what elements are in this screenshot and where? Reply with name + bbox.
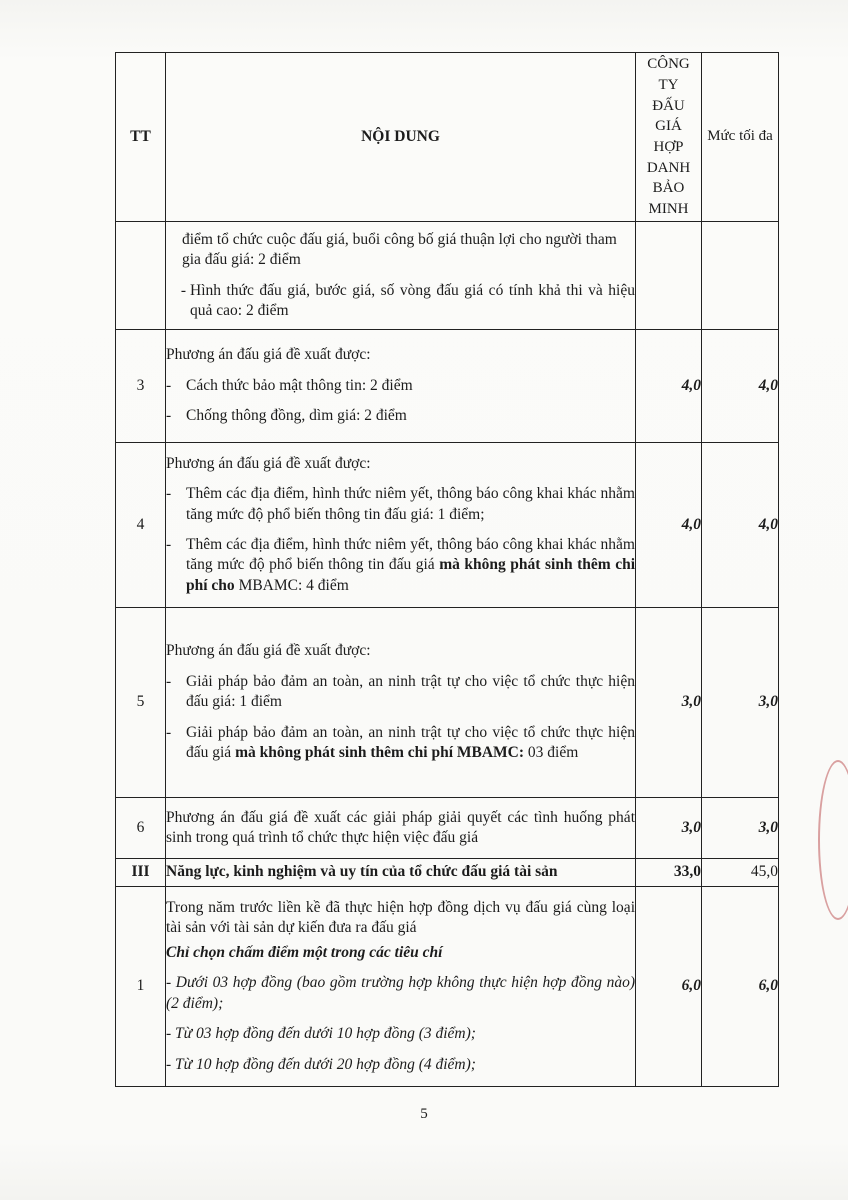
row-company-score: 4,0 xyxy=(636,443,702,608)
row-intro: Trong năm trước liền kề đã thực hiện hợp đồng dịch vụ đấu giá cùng loại tài sản với tài sản dự kiến đưa ra đấu giá xyxy=(166,898,635,937)
page-number: 5 xyxy=(420,1106,428,1122)
section-max-score: 45,0 xyxy=(702,859,779,887)
list-item: - Dưới 03 hợp đồng (bao gồm trường hợp không thực hiện hợp đồng nào) (2 điểm); xyxy=(166,974,635,1012)
row-company-score xyxy=(636,222,702,330)
list-item: - Thêm các địa điểm, hình thức niêm yết, thông báo công khai khác nhằm tăng mức độ phổ biến thông tin đấu giá: 1 điểm; xyxy=(166,484,635,525)
row-choose-note: Chỉ chọn chấm điểm một trong các tiêu chí xyxy=(166,943,443,961)
header-company-line: DANH xyxy=(646,159,691,176)
list-item-text: Giải pháp bảo đảm an toàn, an ninh trật tự cho việc tổ chức thực hiện đấu giá mà không phát sinh thêm chi phí MBAMC: 03 điểm xyxy=(186,723,635,762)
table-row-continued xyxy=(116,222,779,330)
scoring-table xyxy=(115,52,779,1087)
row-max-score: 3,0 xyxy=(702,608,779,798)
list-item: - Cách thức bảo mật thông tin: 2 điểm xyxy=(166,376,635,396)
row-intro: Phương án đấu giá đề xuất được: xyxy=(166,346,371,364)
row-content xyxy=(166,222,636,330)
row-tt: 3 xyxy=(116,330,166,443)
list-item: - Giải pháp bảo đảm an toàn, an ninh trật tự cho việc tổ chức thực hiện đấu giá: 1 điểm xyxy=(166,672,635,713)
row-max-score: 4,0 xyxy=(702,443,779,608)
row-content xyxy=(166,443,636,608)
row-content xyxy=(166,608,636,798)
list-item-text: Hình thức đấu giá, bước giá, số vòng đấu giá có tính khả thi và hiệu quả cao: 2 điểm xyxy=(190,281,635,319)
row-tt: 6 xyxy=(116,798,166,859)
header-company-line: ĐẤU xyxy=(652,97,685,114)
list-item: - Hình thức đấu giá, bước giá, số vòng đấu giá có tính khả thi và hiệu quả cao: 2 điểm xyxy=(166,281,635,322)
list-item: - Từ 10 hợp đồng đến dưới 20 hợp đồng (4 điểm); xyxy=(166,1055,476,1073)
list-item-text: Cách thức bảo mật thông tin: 2 điểm xyxy=(186,376,413,394)
header-company-line: BẢO xyxy=(652,180,685,197)
row-company-score: 3,0 xyxy=(636,608,702,798)
list-item-text: Giải pháp bảo đảm an toàn, an ninh trật tự cho việc tổ chức thực hiện đấu giá: 1 điểm xyxy=(186,672,635,711)
table-row-4 xyxy=(116,443,779,608)
section-company-score: 33,0 xyxy=(636,859,702,887)
header-company-line: MINH xyxy=(648,201,689,218)
continued-line: điểm tổ chức cuộc đấu giá, buổi công bố giá thuận lợi cho người tham gia đấu giá: 2 điểm xyxy=(182,230,617,269)
row-max-score: 6,0 xyxy=(702,887,779,1087)
row-tt xyxy=(116,222,166,330)
header-company-line: HỢP xyxy=(653,139,684,155)
list-item-text: Thêm các địa điểm, hình thức niêm yết, thông báo công khai khác nhằm tăng mức độ phổ biến thông tin đấu giá: 1 điểm; xyxy=(186,485,635,523)
section-row-iii xyxy=(116,859,779,887)
row-company-score: 4,0 xyxy=(636,330,702,443)
header-company-line: TY xyxy=(658,76,679,93)
row-company-score: 6,0 xyxy=(636,887,702,1087)
row-company-score: 3,0 xyxy=(636,798,702,859)
row-tt: 1 xyxy=(116,887,166,1087)
list-item: - Thêm các địa điểm, hình thức niêm yết, thông báo công khai khác nhằm tăng mức độ phổ biến thông tin đấu giá mà không phát sinh thêm chi phí cho MBAMC: 4 điểm xyxy=(166,535,635,596)
row-intro: Phương án đấu giá đề xuất được: xyxy=(166,642,371,660)
table-row-iii-1 xyxy=(116,887,779,1087)
row-content: Phương án đấu giá đề xuất các giải pháp giải quyết các tình huống phát sinh trong quá trình tổ chức thực hiện việc đấu giá xyxy=(166,798,636,859)
header-company xyxy=(636,53,702,222)
list-item-text: Thêm các địa điểm, hình thức niêm yết, thông báo công khai khác nhằm tăng mức độ phổ biến thông tin đấu giá mà không phát sinh thêm chi phí cho MBAMC: 4 điểm xyxy=(186,536,635,594)
row-max-score: 3,0 xyxy=(702,798,779,859)
row-content xyxy=(166,330,636,443)
header-company-line: CÔNG xyxy=(647,56,690,73)
section-title: Năng lực, kinh nghiệm và uy tín của tổ chức đấu giá tài sản xyxy=(166,859,636,887)
list-item: - Giải pháp bảo đảm an toàn, an ninh trật tự cho việc tổ chức thực hiện đấu giá mà không phát sinh thêm chi phí MBAMC: 03 điểm xyxy=(166,723,635,764)
header-max: Mức tối đa xyxy=(702,53,779,222)
row-tt: 4 xyxy=(116,443,166,608)
header-content: NỘI DUNG xyxy=(166,53,636,222)
list-item-text: Chống thông đồng, dìm giá: 2 điểm xyxy=(186,407,407,425)
table-row-6 xyxy=(116,798,779,859)
table-row-3 xyxy=(116,330,779,443)
list-item: - Chống thông đồng, dìm giá: 2 điểm xyxy=(166,406,635,426)
header-company-line: GIÁ xyxy=(655,118,682,135)
row-content xyxy=(166,887,636,1087)
header-row xyxy=(116,53,779,222)
row-intro: Phương án đấu giá đề xuất được: xyxy=(166,454,371,472)
section-tt: III xyxy=(116,859,166,887)
table-row-5 xyxy=(116,608,779,798)
row-max-score xyxy=(702,222,779,330)
row-max-score: 4,0 xyxy=(702,330,779,443)
list-item: - Từ 03 hợp đồng đến dưới 10 hợp đồng (3 điểm); xyxy=(166,1025,476,1043)
row-tt: 5 xyxy=(116,608,166,798)
header-tt: TT xyxy=(116,53,166,222)
